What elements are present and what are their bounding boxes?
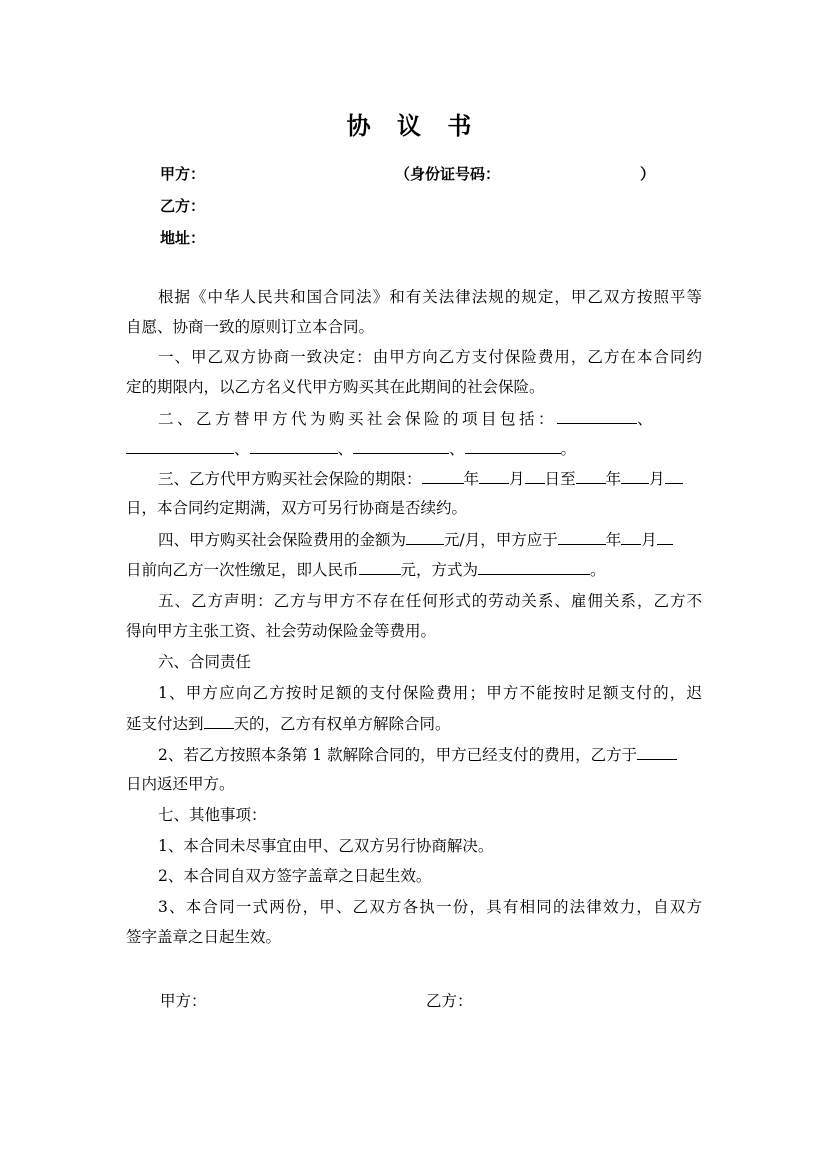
clause-7-1: 1、本合同未尽事宜由甲、乙双方另行协商解决。 xyxy=(158,837,494,855)
address-label: 地址： xyxy=(160,229,206,247)
blank-field[interactable] xyxy=(621,529,641,545)
blank-field[interactable] xyxy=(422,468,464,484)
clause-3-line-2: 日，本合同约定期满，双方可另行协商是否续约。 xyxy=(126,499,468,517)
blank-field[interactable] xyxy=(557,408,637,424)
blank-field[interactable] xyxy=(353,438,449,454)
blank-field[interactable] xyxy=(576,468,606,484)
separator: 、 xyxy=(637,410,657,428)
unit-month: 月 xyxy=(509,470,525,488)
blank-field[interactable] xyxy=(406,529,444,545)
clause-4-line-1 xyxy=(126,529,702,550)
clause-6-2-line-1 xyxy=(126,744,702,765)
clause-6-2-text: 2、若乙方按照本条第 1 款解除合同的，甲方已经支付的费用，乙方于 xyxy=(158,746,638,764)
clause-4-text-c: 日前向乙方一次性缴足，即人民币 xyxy=(126,561,359,579)
document-title: 协 议 书 xyxy=(346,111,481,140)
preamble-line-2: 自愿、协商一致的原则订立本合同。 xyxy=(126,318,375,336)
clause-4-text-d: 元，方式为 xyxy=(400,561,479,579)
unit-year: 年 xyxy=(463,470,480,488)
clause-2-line-1 xyxy=(126,408,702,429)
blank-field[interactable] xyxy=(525,468,545,484)
clause-4-text-a: 四、甲方购买社会保险费用的金额为 xyxy=(158,531,407,549)
signature-party-a: 甲方： xyxy=(160,992,207,1010)
blank-field[interactable] xyxy=(478,559,590,575)
clause-4-line-2 xyxy=(126,559,702,580)
clause-2-line-2 xyxy=(126,438,702,459)
blank-field[interactable] xyxy=(665,468,683,484)
blank-field[interactable] xyxy=(657,529,673,545)
separator: 。 xyxy=(560,440,577,458)
clause-7-3-line-2: 签字盖章之日起生效。 xyxy=(126,928,282,946)
clause-6-title: 六、合同责任 xyxy=(158,653,252,671)
clause-7-title: 七、其他事项： xyxy=(158,806,267,824)
blank-field[interactable] xyxy=(204,713,234,729)
unit-year: 年 xyxy=(605,531,622,549)
id-number-label: （身份证号码： xyxy=(395,165,501,183)
unit-day: 日 xyxy=(544,470,561,488)
clause-1-line-1: 一、甲乙双方协商一致决定：由甲方向乙方支付保险费用，乙方在本合同约 xyxy=(158,348,702,366)
party-b-label: 乙方： xyxy=(160,197,206,215)
blank-field[interactable] xyxy=(479,468,509,484)
clause-2-text: 二、乙方替甲方代为购买社会保险的项目包括： xyxy=(158,410,558,428)
clause-5-line-2: 得向甲方主张工资、社会劳动保险金等费用。 xyxy=(126,622,437,640)
clause-7-2: 2、本合同自双方签字盖章之日起生效。 xyxy=(158,867,432,885)
blank-field[interactable] xyxy=(465,438,561,454)
id-number-close: ） xyxy=(640,165,656,183)
clause-3-text: 三、乙方代甲方购买社会保险的期限： xyxy=(158,470,422,488)
clause-7-3-line-1: 3、本合同一式两份，甲、乙双方各执一份，具有相同的法律效力，自双方 xyxy=(158,898,702,916)
clause-5-line-1: 五、乙方声明：乙方与甲方不存在任何形式的劳动关系、雇佣关系，乙方不 xyxy=(158,592,702,610)
clause-3-line-1 xyxy=(126,468,702,489)
clause-6-1-text-b: 天的，乙方有权单方解除合同。 xyxy=(233,715,451,733)
blank-field[interactable] xyxy=(558,529,606,545)
clause-6-1-line-2 xyxy=(126,713,702,734)
separator: 。 xyxy=(590,561,606,579)
unit-month: 月 xyxy=(649,470,665,488)
blank-field[interactable] xyxy=(126,438,234,454)
word-to: 至 xyxy=(560,470,576,488)
separator: 、 xyxy=(337,440,354,458)
party-a-label: 甲方： xyxy=(160,165,206,183)
clause-6-2-line-2: 日内返还甲方。 xyxy=(126,775,235,793)
separator: 、 xyxy=(449,440,465,458)
clause-1-line-2: 定的期限内，以乙方名义代甲方购买其在此期间的社会保险。 xyxy=(126,378,545,396)
signature-party-b: 乙方： xyxy=(426,992,473,1010)
clause-4-text-b: 元/月，甲方应于 xyxy=(444,531,558,549)
blank-field[interactable] xyxy=(250,438,338,454)
blank-field[interactable] xyxy=(621,468,649,484)
blank-field[interactable] xyxy=(359,559,401,575)
unit-month: 月 xyxy=(641,531,657,549)
clause-6-1-line-1: 1、甲方应向乙方按时足额的支付保险费用；甲方不能按时足额支付的，迟 xyxy=(158,684,702,702)
blank-field[interactable] xyxy=(637,744,677,760)
preamble-line-1: 根据《中华人民共和国合同法》和有关法律法规的规定，甲乙双方按照平等 xyxy=(158,288,702,306)
unit-year: 年 xyxy=(605,470,622,488)
separator: 、 xyxy=(234,440,250,458)
clause-6-1-text-a: 延支付达到 xyxy=(126,715,204,733)
